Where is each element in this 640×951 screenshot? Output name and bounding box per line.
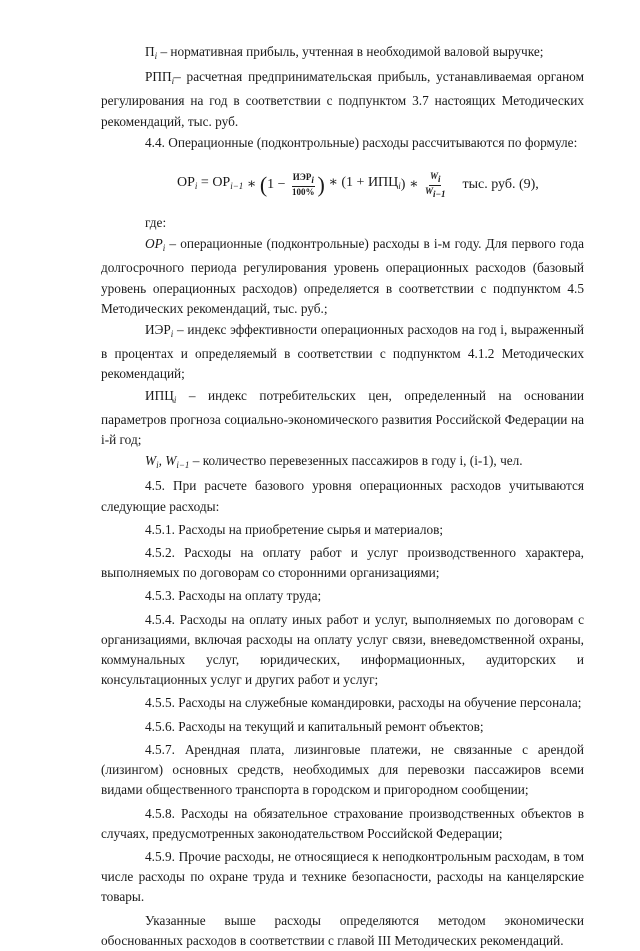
item-4-5-1: 4.5.1. Расходы на приобретение сырья и материалов; <box>145 521 444 537</box>
fraction-w-numerator: Wi <box>429 170 441 184</box>
item-4-5-6: 4.5.6. Расходы на текущий и капитальный ремонт объектов; <box>145 718 484 734</box>
closing-paragraph: Указанные выше расходы определяются методом экономически обоснованных расходов в соответствии с главой III Методических рекомендаций. <box>101 912 584 948</box>
symbol-ipc: $ИПЦ_i$ <box>145 387 177 405</box>
formula-ipc: ∗ ($1 + ИПЦ_i$ <box>324 175 401 192</box>
definition-w <box>101 451 584 475</box>
definition-op-text: – операционные (подконтрольные) расходы в i-м году. Для первого года долгосрочного периода регулирования уровень операционных расходов (базовый уровень операционных расходов) определяется в соответствии с подпунктом 4.5 Методических рекомендаций, тыс. руб.; <box>101 236 584 316</box>
fraction-w-denominator: Wi−1 <box>424 185 446 199</box>
fraction-ier-denominator: 100% <box>292 187 315 198</box>
symbol-w: $W_i$, $W_{i-1}$ <box>145 453 190 471</box>
formula-close: ) ∗ <box>400 176 422 192</box>
definition-op <box>101 234 584 319</box>
definition-p-text: – нормативная прибыль, учтенная в необходимой валовой выручке; <box>157 44 544 59</box>
formula-paren-open: ( <box>259 172 268 198</box>
symbol-p: $П_i$ <box>145 44 158 61</box>
paragraph-4-5: 4.5. При расчете базового уровня операционных расходов учитываются следующие расходы: <box>101 478 584 514</box>
item-4-5-3: 4.5.3. Расходы на оплату труда; <box>145 588 322 604</box>
formula-lhs: $ОР_i$ <box>177 175 198 192</box>
definition-ier <box>101 320 584 385</box>
symbol-ier: $ИЭР_i$ <box>145 322 174 340</box>
definition-w-text: – количество перевезенных пассажиров в году i, (i-1), чел. <box>189 453 523 469</box>
item-4-5-2: 4.5.2. Расходы на оплату работ и услуг производственного характера, выполняемых по договорам со сторонними организациями; <box>101 545 584 581</box>
definition-rpp-text: – расчетная предпринимательская прибыль, устанавливаемая органом регулирования на год в соответствии с подпунктом 3.7 настоящих Методических рекомендаций, тыс. руб. <box>101 69 584 129</box>
symbol-rpp: $РПП_i$ <box>145 69 175 87</box>
formula-paren-close: ) <box>317 172 325 198</box>
definition-ipc <box>101 386 584 451</box>
formula-fraction-w <box>424 171 446 200</box>
formula-9 <box>101 165 584 205</box>
where-label: где: <box>145 215 167 231</box>
paragraph-4-4: 4.4. Операционные (подконтрольные) расходы рассчитываются по формуле: <box>145 134 578 150</box>
symbol-op: $OP_i$ <box>145 236 166 254</box>
formula-one-minus: 1 − <box>267 176 290 192</box>
definition-ier-text: – индекс эффективности операционных расходов на год i, выраженный в процентах и определяемый в соответствии с подпунктом 4.1.2 Методических рекомендаций; <box>101 322 584 382</box>
item-4-5-4: 4.5.4. Расходы на оплату иных работ и услуг, выполняемых по договорам с организациями, включая расходы на оплату услуг связи, вневедомственной охраны, коммунальных услуг, юридических, информационных, аудиторских и консультационных услуг и других работ и услуг; <box>101 611 584 688</box>
formula-fraction-ier <box>291 172 316 198</box>
item-4-5-5: 4.5.5. Расходы на служебные командировки, расходы на обучение персонала; <box>145 695 582 711</box>
fraction-ier-numerator: ИЭРi <box>292 172 314 186</box>
item-4-5-8: 4.5.8. Расходы на обязательное страхование производственных объектов в случаях, предусмотренных законодательством Российской Федерации; <box>101 805 584 841</box>
formula-prev: = $ОР_{i-1}$ <box>197 175 244 192</box>
definition-rpp <box>101 67 584 132</box>
definition-ipc-text: – индекс потребительских цен, определенный на основании параметров прогноза социально-экономического развития Российской Федерации на i-й год; <box>101 387 584 448</box>
formula-unit: тыс. руб. (9), <box>462 176 539 192</box>
formula-mul-1: ∗ <box>243 176 260 192</box>
definition-p <box>101 42 584 66</box>
item-4-5-9: 4.5.9. Прочие расходы, не относящиеся к неподконтрольным расходам, в том числе расходы по охране труда и технике безопасности, расходы на канцелярские товары. <box>101 848 584 905</box>
item-4-5-7: 4.5.7. Арендная плата, лизинговые платежи, не связанные с арендой (лизингом) основных средств, необходимых для перевозки пассажиров всеми видами общественного транспорта в городском и пригородном сообщении; <box>101 741 584 798</box>
